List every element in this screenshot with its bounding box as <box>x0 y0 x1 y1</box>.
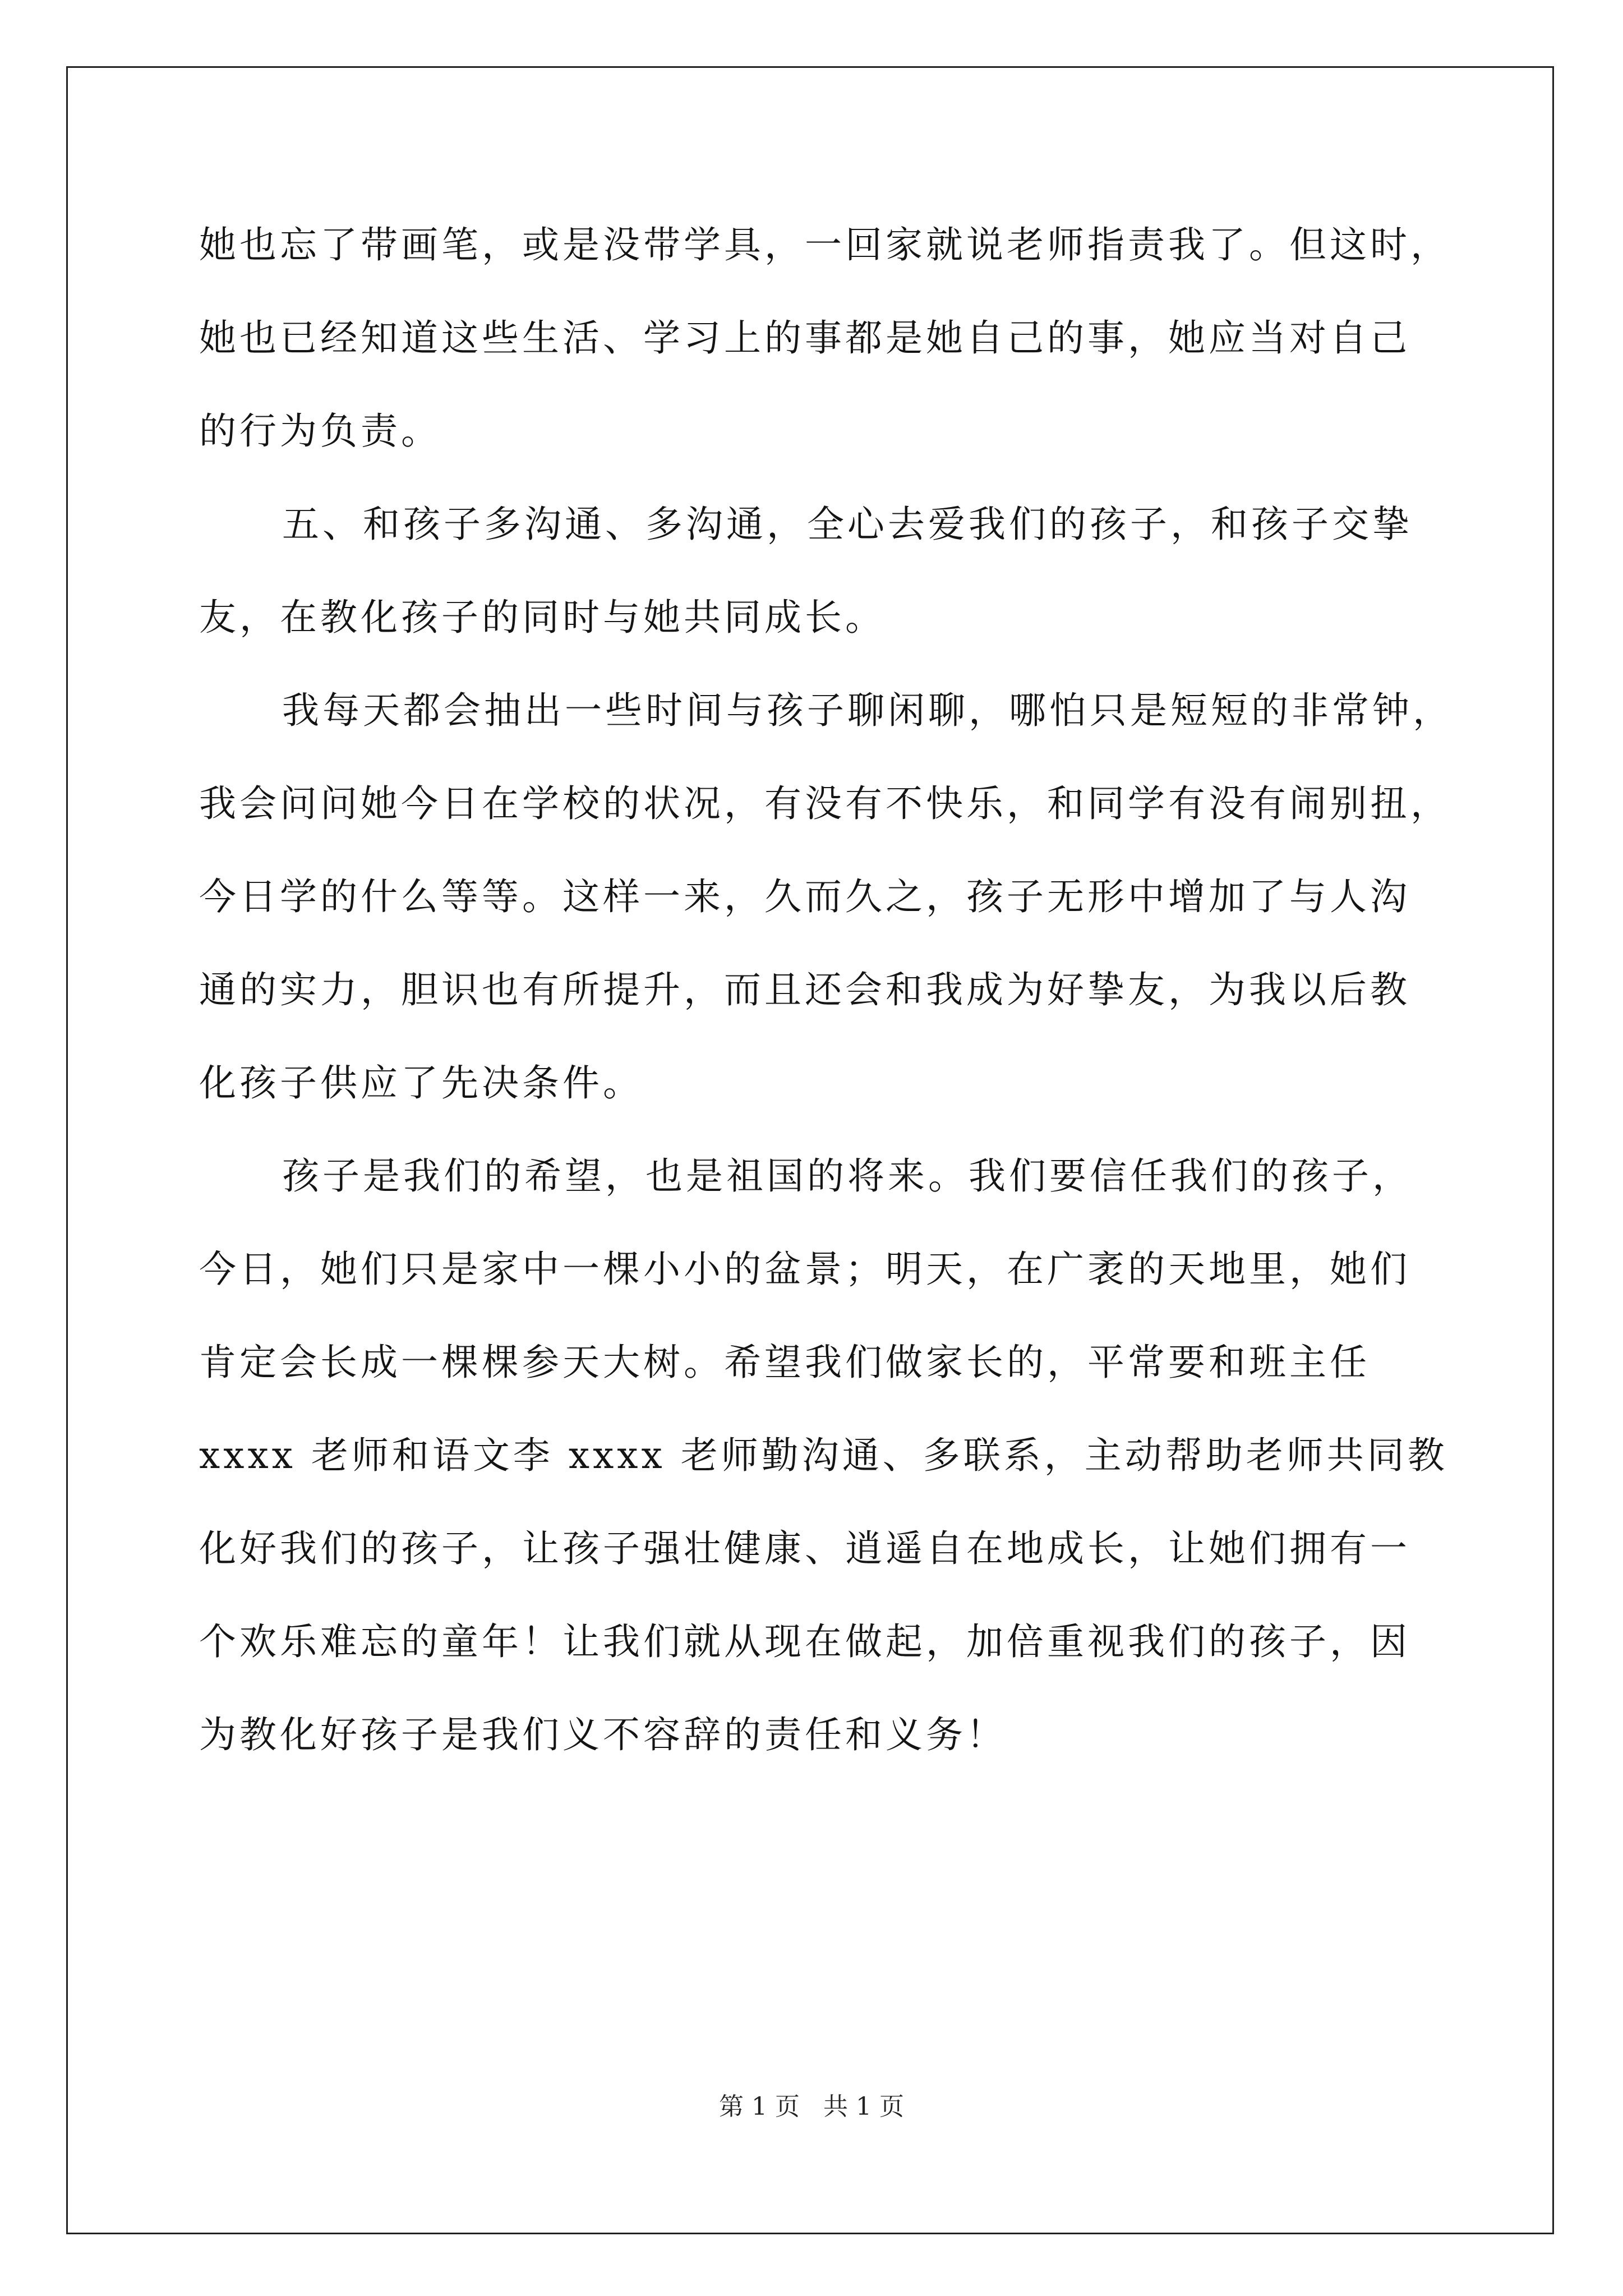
text-line: 孩子是我们的希望，也是祖国的将来。我们要信任我们的孩子， <box>282 1154 1413 1198</box>
text-line: 化好我们的孩子，让孩子强壮健康、逍遥自在地成长，让她们拥有一 <box>199 1527 1410 1570</box>
text-line: 我每天都会抽出一些时间与孩子聊闲聊，哪怕只是短短的非常钟， <box>282 689 1453 732</box>
text-line: 的行为负责。 <box>199 409 441 453</box>
page-total: 共 1 页 <box>823 2092 904 2121</box>
page-footer <box>0 2091 1623 2123</box>
text-line: 我会问问她今日在学校的状况，有没有不快乐，和同学有没有闹别扭， <box>199 782 1451 825</box>
text-line: 友，在教化孩子的同时与她共同成长。 <box>199 596 886 639</box>
text-line: 今日学的什么等等。这样一来，久而久之，孩子无形中增加了与人沟 <box>199 875 1410 918</box>
text-line: xxxx 老师和语文李 xxxx 老师勤沟通、多联系，主动帮助老师共同教 <box>199 1434 1448 1477</box>
text-line: 化孩子供应了先决条件。 <box>199 1061 643 1105</box>
page-number: 第 1 页 <box>719 2092 800 2121</box>
text-line: 今日，她们只是家中一棵小小的盆景；明天，在广袤的天地里，她们 <box>199 1248 1410 1291</box>
text-line: 五、和孩子多沟通、多沟通，全心去爱我们的孩子，和孩子交挚 <box>282 503 1413 546</box>
text-line: 通的实力，胆识也有所提升，而且还会和我成为好挚友，为我以后教 <box>199 968 1410 1011</box>
text-line: 她也忘了带画笔，或是没带学具，一回家就说老师指责我了。但这时， <box>199 223 1451 266</box>
page-border <box>66 66 1554 2234</box>
text-line: 她也已经知道这些生活、学习上的事都是她自己的事，她应当对自己 <box>199 316 1410 360</box>
text-line: 肯定会长成一棵棵参天大树。希望我们做家长的，平常要和班主任 <box>199 1341 1370 1384</box>
text-line: 个欢乐难忘的童年！让我们就从现在做起，加倍重视我们的孩子，因 <box>199 1620 1410 1663</box>
text-line: 为教化好孩子是我们义不容辞的责任和义务！ <box>199 1713 1007 1756</box>
